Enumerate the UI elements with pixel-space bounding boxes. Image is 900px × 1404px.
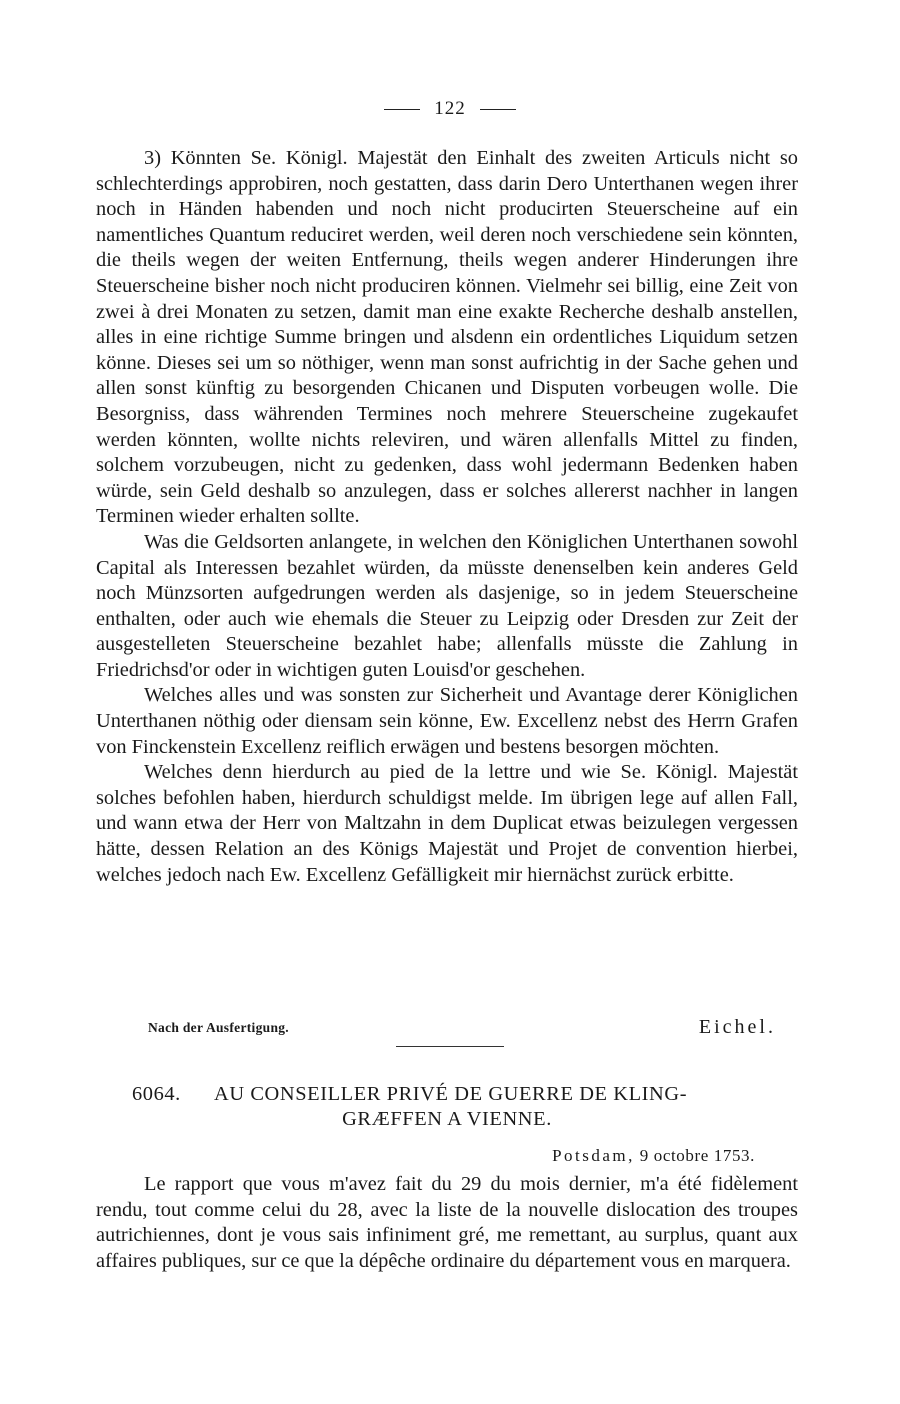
source-note: Nach der Ausfertigung. (148, 1020, 289, 1035)
section-divider (396, 1046, 504, 1047)
paragraph: 3) Könnten Se. Königl. Majestät den Einhalt des zweiten Articuls nicht so schlechterdings approbiren, noch gestatten, dass darin Dero Unterthanen wegen ihrer noch in Händen habenden und noch nicht producirten Steuerscheine auf ein namentliches Quantum reduciret werden, weil deren noch verschiedene sein könnten, die theils wegen der weiten Entfernung, theils wegen anderer Hinderungen ihre Steuerscheine bisher noch nicht produciren können. Vielmehr sei billig, eine Zeit von zwei à drei Monaten zu setzen, damit man eine exakte Recherche deshalb anstellen, alles in eine richtige Summe bringen und alsdenn ein ordentliches Liquidum setzen könne. Dieses sei um so nöthiger, wenn man sonst aufrichtig in der Sache gehen und allen sonst künftig zu besorgenden Chicanen und Disputen vorbeugen wolle. Die Besorgniss, dass währenden Termines noch mehrere Steuerscheine zugekaufet werden könnten, wollte nichts releviren, und wären allenfalls Mittel zu finden, solchem vorzubeugen, nicht zu gedenken, dass wohl jedermann Bedenken haben würde, sein Geld deshalb so anzulegen, dass er solches allererst nachher in langen Terminen wieder erhalten sollte. (96, 147, 798, 528)
dateline (552, 1146, 755, 1166)
letter-number: 6064. (132, 1083, 181, 1105)
page-number: 122 (434, 98, 466, 119)
letter-place: Potsdam, (552, 1146, 635, 1165)
header-rule-right (480, 109, 516, 110)
signature: Eichel. (698, 1016, 776, 1038)
header-rule-left (384, 109, 420, 110)
paragraph: Welches alles und was sonsten zur Sicherheit und Avantage derer Königlichen Unterthanen nöthig oder diensam sein könne, Ew. Excellenz nebst des Herrn Grafen von Finckenstein Excellenz reiflich erwägen und bestens besorgen möchten. (96, 684, 798, 758)
heading-line-2: GRÆFFEN A VIENNE. (342, 1108, 552, 1130)
paragraph: Was die Geldsorten anlangete, in welchen den Königlichen Unterthanen sowohl Capital als Interessen bezahlet würden, da müsste denenselben kein anderes Geld noch Münzsorten aufgedrungen werden als dasjenige, so in jedem Steuerscheine enthalten, oder auch wie ehemals die Steuer zu Leipzig oder Dresden zur Zeit der ausgestelleten Steuerscheine bezahlet habe; allenfalls müsste die Zahlung in Friedrichsd'or oder in wichtigen guten Louisd'or geschehen. (96, 530, 798, 681)
main-text (96, 146, 798, 888)
letter-body (96, 1172, 798, 1274)
heading-line-1: AU CONSEILLER PRIVÉ DE GUERRE DE KLING- (214, 1083, 688, 1105)
paragraph: Welches denn hierdurch au pied de la lettre und wie Se. Königl. Majestät solches befohlen haben, hierdurch schuldigst melde. Im übrigen lege auf allen Fall, und wann etwa der Herr von Maltzahn in dem Duplicat etwas beizulegen vergessen hätte, dessen Relation an des Königs Majestät und Projet de convention hierbei, welches jedoch nach Ew. Excellenz Gefälligkeit mir hiernächst zurück erbitte. (96, 761, 798, 886)
paragraph: Le rapport que vous m'avez fait du 29 du mois dernier, m'a été fidèlement rendu, tout comme celui du 28, avec la liste de la nouvelle dislocation des troupes autrichiennes, dont je vous sais infiniment gré, me remettant, au surplus, quant aux affaires publiques, sur ce que la dépêche ordinaire du département vous en marquera. (96, 1173, 798, 1272)
page-header (0, 98, 900, 120)
letter-date: 9 octobre 1753. (639, 1146, 755, 1165)
signoff (148, 1016, 776, 1044)
